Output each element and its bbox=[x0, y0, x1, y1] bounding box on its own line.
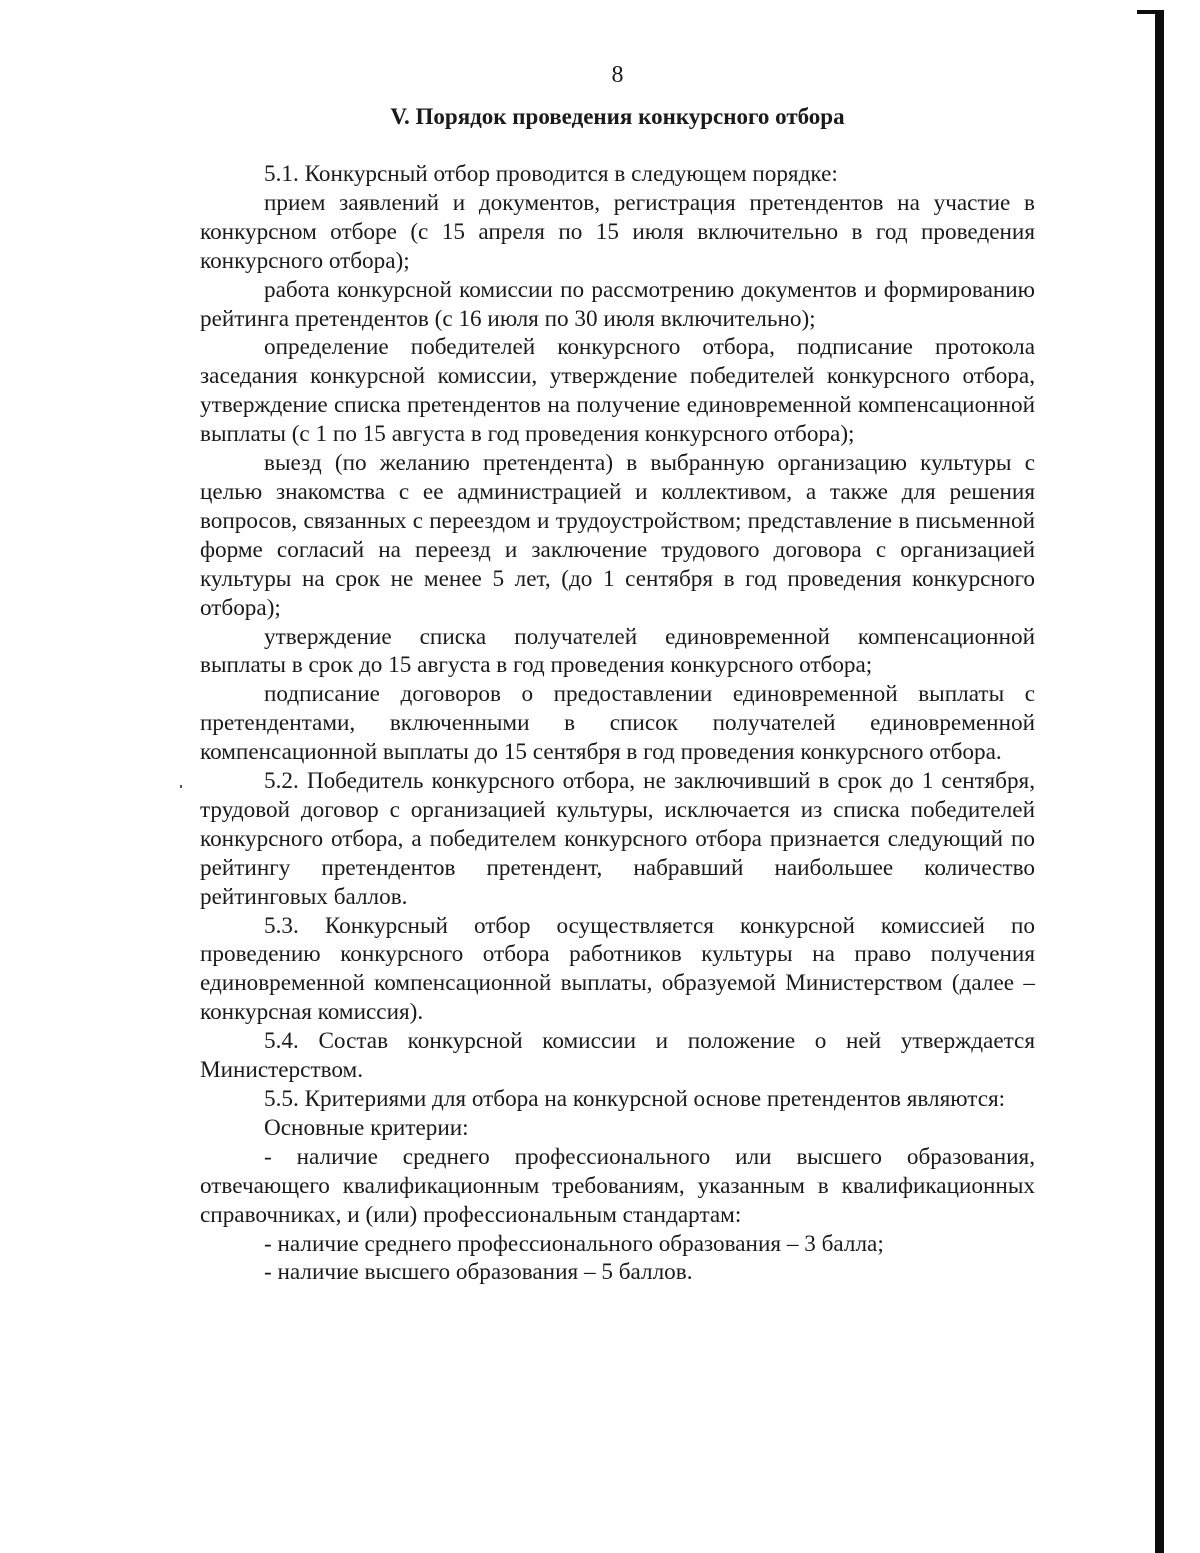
section-title: V. Порядок проведения конкурсного отбора bbox=[390, 104, 845, 129]
paragraph-5-3: 5.3. Конкурсный отбор осуществляется конкурсной комиссией по проведению конкурсного отбора работников культуры на право получения единовременной компенсационной выплаты, образуемой Министерством (далее – конкурсная комиссия). bbox=[200, 912, 1035, 1026]
list-item-higher-education-score: - наличие высшего образования – 5 баллов. bbox=[264, 1259, 693, 1286]
scan-edge-tick bbox=[1137, 10, 1157, 14]
page-number: 8 bbox=[611, 62, 624, 88]
paragraph-visit-organization: выезд (по желанию претендента) в выбранную организацию культуры с целью знакомства с ее администрацией и коллективом, а также для решения вопросов, связанных с переездом и трудоустройством; представление в письменной форме согласий на переезд и заключение трудового договора с организацией культуры на срок не менее 5 лет, (до 1 сентября в год проведения конкурсного отбора); bbox=[200, 450, 1035, 621]
paragraph-winners-determination: определение победителей конкурсного отбора, подписание протокола заседания конкурсной комиссии, утверждение победителей конкурсного отбора, утверждение списка претендентов на получение единовременной компенсационной выплаты (с 1 по 15 августа в год проведения конкурсного отбора); bbox=[200, 334, 1035, 448]
list-item-secondary-education-score: - наличие среднего профессионального образования – 3 балла; bbox=[264, 1230, 884, 1257]
paragraph-5-5: 5.5. Критериями для отбора на конкурсной основе претендентов являются: bbox=[264, 1086, 1006, 1112]
scan-speck bbox=[180, 785, 182, 788]
document-body bbox=[200, 160, 1035, 1287]
paragraph-5-2: 5.2. Победитель конкурсного отбора, не заключивший в срок до 1 сентября, трудовой договор с организацией культуры, исключается из списка победителей конкурсного отбора, а победителем конкурсного отбора признается следующий по рейтингу претендентов претендент, набравший наибольшее количество рейтинговых баллов. bbox=[200, 768, 1035, 910]
paragraph-main-criteria: Основные критерии: bbox=[264, 1114, 469, 1141]
paragraph-recipients-list: утверждение списка получателей единовременной компенсационной выплаты в срок до 15 августа в год проведения конкурсного отбора; bbox=[200, 623, 1035, 679]
list-item-education-requirement: - наличие среднего профессионального или высшего образования, отвечающего квалификационным требованиям, указанным в квалификационных справочниках, и (или) профессиональным стандартам: bbox=[200, 1143, 1035, 1228]
scan-edge-bar bbox=[1155, 10, 1164, 1553]
paragraph-commission-work: работа конкурсной комиссии по рассмотрению документов и формированию рейтинга претендентов (с 16 июля по 30 июля включительно); bbox=[200, 276, 1035, 332]
paragraph-application-intake: прием заявлений и документов, регистрация претендентов на участие в конкурсном отборе (с 15 апреля по 15 июля включительно в год проведения конкурсного отбора); bbox=[200, 189, 1035, 274]
paragraph-5-1: 5.1. Конкурсный отбор проводится в следующем порядке: bbox=[264, 161, 838, 187]
paragraph-contract-signing: подписание договоров о предоставлении единовременной выплаты с претендентами, включенными в список получателей единовременной компенсационной выплаты до 15 сентября в год проведения конкурсного отбора. bbox=[200, 681, 1035, 766]
paragraph-5-4: 5.4. Состав конкурсной комиссии и положение о ней утверждается Министерством. bbox=[200, 1028, 1035, 1084]
